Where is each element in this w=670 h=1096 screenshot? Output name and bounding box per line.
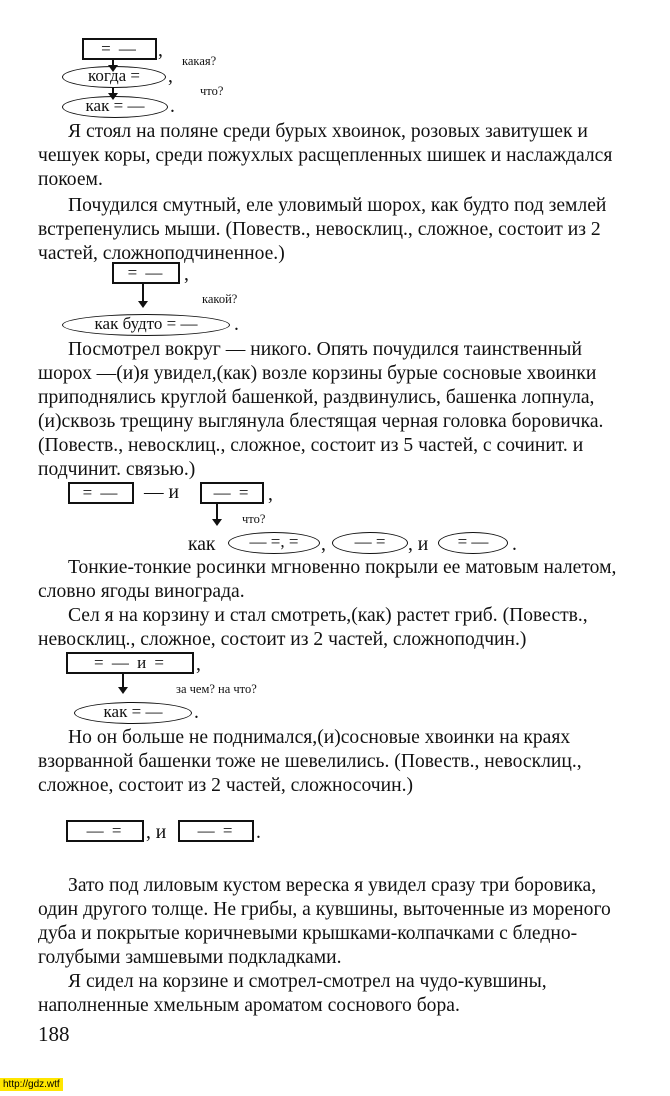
scheme-punct: . [234, 314, 239, 335]
scheme-box: = — и = [66, 652, 194, 674]
scheme-oval: как будто = — [62, 314, 230, 336]
scheme-box: = — [82, 38, 157, 60]
scheme-question: что? [200, 84, 224, 98]
paragraph: Сел я на корзину и стал смотреть,(как) растет гриб. (Повеств., невосклиц., сложное, состоит из 2 частей, сложноподчин.) [38, 605, 588, 650]
scheme-oval: как = — [62, 96, 168, 118]
paragraph: Почудился смутный, еле уловимый шорох, как будто под землей встрепенулись мыши. (Повеств., невосклиц., сложное, состоит из 2 частей, сложноподчиненное.) [38, 195, 607, 264]
scheme-text: — и [144, 482, 179, 503]
page-number: 188 [38, 1022, 70, 1046]
scheme-punct: , [196, 654, 201, 675]
scheme-oval: — = [332, 532, 408, 554]
scheme-oval: — =, = [228, 532, 320, 554]
scheme-arrow [216, 504, 218, 520]
paragraph: Зато под лиловым кустом вереска я увидел сразу три боровика, один другого толще. Не грибы, а кувшины, выточенные из мореного дуба и покрытые коричневыми крышками-колпачками с бледно-голубыми замшевыми подкладками. [38, 875, 611, 968]
scheme-arrow [142, 284, 144, 302]
scheme-text: , и [408, 534, 429, 555]
paragraph: Тонкие-тонкие росинки мгновенно покрыли ее матовым налетом, словно ягоды винограда. [38, 557, 617, 602]
scheme-arrow [112, 88, 114, 94]
scheme-question: какой? [202, 292, 238, 306]
scheme-punct: , [268, 484, 273, 505]
scheme-oval: как = — [74, 702, 192, 724]
scheme-text: , и [146, 822, 167, 843]
scheme-box: — = [66, 820, 144, 842]
paragraph: Но он больше не поднимался,(и)сосновые хвоинки на краях взорванной башенки тоже не шевелились. (Повеств., невосклиц., сложное, состоит из 2 частей, сложносочин.) [38, 727, 582, 796]
scheme-oval: = — [438, 532, 508, 554]
scheme-punct: . [256, 822, 261, 843]
scheme-oval: когда = [62, 66, 166, 88]
scheme-punct: . [512, 534, 517, 555]
scheme-punct: . [194, 702, 199, 723]
scheme-punct: , [321, 534, 326, 555]
scheme-box: — = [200, 482, 264, 504]
scheme-question: какая? [182, 54, 217, 68]
scheme-punct: , [158, 40, 163, 61]
paragraph: Посмотрел вокруг — никого. Опять почудился таинственный шорох —(и)я увидел,(как) возле корзины бурые сосновые хвоинки приподнялись круглой башенкой, раздвинулись, башенка лопнула,(и)сквозь трещину выглянула блестящая черная головка боровичка. (Повеств., невосклиц., сложное, состоит из 5 частей, с сочинит. и подчинит. связью.) [38, 339, 604, 480]
scheme-punct: , [168, 66, 173, 87]
scheme-arrow [122, 674, 124, 688]
footer-link[interactable]: http://gdz.wtf [0, 1078, 63, 1091]
scheme-question: что? [242, 512, 266, 526]
paragraph: Я сидел на корзине и смотрел-смотрел на чудо-кувшины, наполненные хмельным ароматом соснового бора. [38, 971, 547, 1016]
paragraph: Я стоял на поляне среди бурых хвоинок, розовых завитушек и чешуек коры, среди пожухлых расщепленных шишек и наслаждался покоем. [38, 121, 613, 190]
scheme-punct: , [184, 264, 189, 285]
scheme-punct: . [170, 96, 175, 117]
scheme-text: как [188, 534, 216, 555]
scheme-question: за чем? на что? [176, 682, 257, 696]
scheme-box: — = [178, 820, 254, 842]
scheme-box: = — [68, 482, 134, 504]
scheme-box: = — [112, 262, 180, 284]
